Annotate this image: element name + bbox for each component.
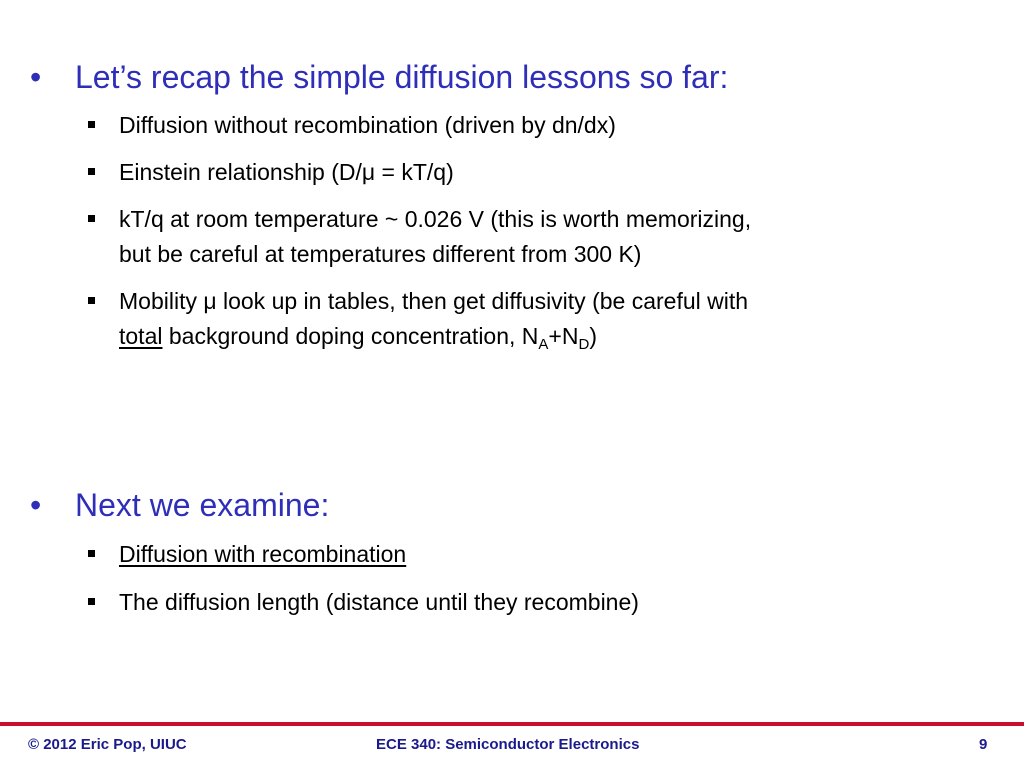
- underlined-total: total: [119, 323, 163, 349]
- subitem-text: Diffusion without recombination (driven by dn/dx): [119, 112, 616, 138]
- bullet-dot: •: [30, 59, 42, 95]
- subitem-text: [119, 284, 919, 362]
- subscript-a: A: [538, 336, 549, 353]
- square-bullet-icon: [88, 215, 95, 222]
- close-paren: ): [589, 323, 597, 349]
- footer-copyright: © 2012 Eric Pop, UIUC: [28, 736, 187, 753]
- subitem-line1: kT/q at room temperature ~ 0.026 V (this is worth memorizing,: [119, 206, 752, 232]
- footer-rule: [0, 722, 1024, 726]
- square-bullet-icon: [88, 550, 95, 557]
- subitem-line2: but be careful at temperatures different from 300 K): [119, 241, 642, 267]
- subitem-line1: Mobility μ look up in tables, then get diffusivity (be careful with: [119, 288, 749, 314]
- footer-page-number: 9: [979, 736, 988, 753]
- subscript-d: D: [578, 336, 590, 353]
- square-bullet-icon: [88, 297, 95, 304]
- subitem-text: The diffusion length (distance until they recombine): [119, 589, 639, 615]
- footer-course: ECE 340: Semiconductor Electronics: [376, 736, 640, 753]
- bullet-dot: •: [30, 487, 42, 523]
- bullet-recap-text: Let’s recap the simple diffusion lessons so far:: [75, 59, 729, 95]
- subitem-text: Diffusion with recombination: [119, 541, 407, 567]
- square-bullet-icon: [88, 598, 95, 605]
- subitem-line2-rest: background doping concentration, N: [162, 323, 539, 349]
- square-bullet-icon: [88, 168, 95, 175]
- subitem-text: Einstein relationship (D/μ = kT/q): [119, 159, 454, 185]
- subitem-text: [119, 202, 919, 272]
- square-bullet-icon: [88, 121, 95, 128]
- plus-n: +N: [548, 323, 579, 349]
- bullet-next-text: Next we examine:: [75, 487, 330, 523]
